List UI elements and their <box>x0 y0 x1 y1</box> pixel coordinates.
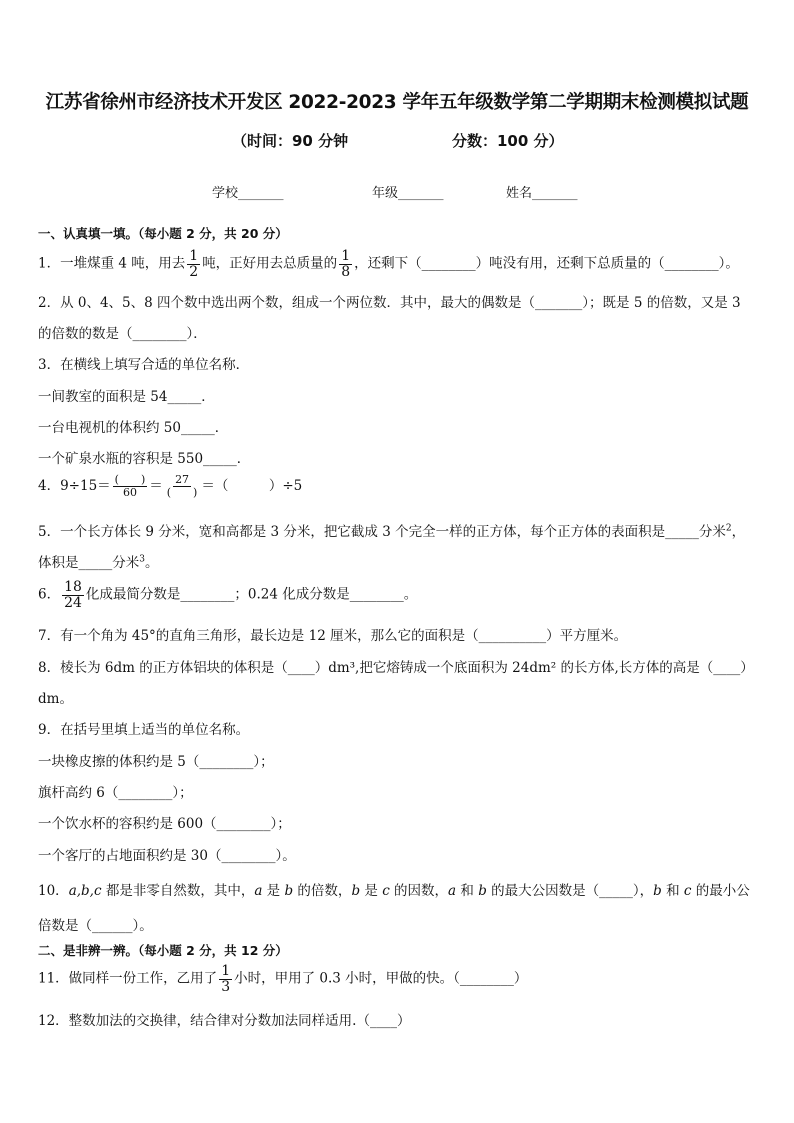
question-12: 12．整数加法的交换律，结合律对分数加法同样适用.（____） <box>38 1013 411 1029</box>
fraction-18-24 <box>62 580 84 610</box>
q10-text: 和 <box>661 883 684 899</box>
question-4 <box>38 474 302 499</box>
fraction-numerator: 1 <box>189 248 199 264</box>
question-3b: 一台电视机的体积约 50_____． <box>38 420 229 436</box>
variable: b <box>478 883 487 899</box>
q10-text: 的因数， <box>389 883 449 899</box>
fraction-blank-60 <box>113 474 148 498</box>
q5-text-b: 体积是_____分米 <box>38 555 140 571</box>
question-6 <box>38 580 417 610</box>
fraction-numerator: 1 <box>221 963 231 979</box>
q4-text-a: 4．9÷15＝ <box>38 478 111 494</box>
variable: b <box>284 883 294 899</box>
q10-text: 的最大公因数是（_____）， <box>486 883 654 899</box>
school-field: 学校_______ <box>212 186 284 201</box>
variable: a <box>254 883 263 899</box>
fraction-1-8 <box>339 249 352 279</box>
question-10-cont: 倍数是（______）。 <box>38 918 153 934</box>
q1-text-b: 吨，正好用去总质量的 <box>202 255 338 272</box>
q5-text-a: 5．一个长方体长 9 分米，宽和高都是 3 分米，把它截成 3 个完全一样的正方体，每个正方体的表面积是_____分米 <box>38 524 726 540</box>
q10-text: 的倍数， <box>293 883 352 899</box>
fraction-1-3 <box>219 964 232 994</box>
q5-text-a-end: ， <box>731 524 746 540</box>
question-10 <box>38 879 750 899</box>
variable: a,b,c <box>68 883 102 899</box>
question-3c: 一个矿泉水瓶的容积是 550_____． <box>38 451 251 467</box>
question-9d: 一个客厅的占地面积约是 30（________）。 <box>38 848 296 864</box>
equals-sign: ＝ <box>149 478 163 494</box>
question-9: 9．在括号里填上适当的单位名称。 <box>38 722 250 738</box>
question-9c: 一个饮水杯的容积约是 600（________）； <box>38 816 291 832</box>
variable: c <box>382 883 390 899</box>
q10-text: 都是非零自然数，其中， <box>101 883 255 899</box>
question-3: 3．在横线上填写合适的单位名称． <box>38 357 250 373</box>
q1-text-a: 1．一堆煤重 4 吨，用去 <box>38 255 186 272</box>
fraction-numerator: 18 <box>64 579 82 595</box>
q10-text: 10． <box>38 883 69 899</box>
fraction-denominator: ( ) <box>166 486 198 499</box>
q10-text: 和 <box>456 883 479 899</box>
variable: b <box>351 883 361 899</box>
variable: a <box>448 883 457 899</box>
fraction-denominator: 8 <box>341 263 351 280</box>
q6-text-b: 化成最简分数是________；0.24 化成分数是________。 <box>85 586 418 603</box>
fraction-denominator: 3 <box>221 978 231 995</box>
fraction-27-blank <box>165 474 200 498</box>
fraction-numerator: 1 <box>341 248 351 264</box>
fraction-denominator: 60 <box>122 486 137 499</box>
fraction-numerator: ( ) <box>114 473 146 487</box>
q6-text-a: 6． <box>38 586 61 603</box>
q10-text: 的最小公 <box>691 883 750 899</box>
q1-text-c: ，还剩下（________）吨没有用，还剩下总质量的（________）。 <box>354 255 739 272</box>
variable: b <box>653 883 662 899</box>
question-7: 7．有一个角为 45°的直角三角形，最长边是 12 厘米，那么它的面积是（__________）平方厘米。 <box>38 628 628 644</box>
exam-title: 江苏省徐州市经济技术开发区 2022-2023 学年五年级数学第二学期期末检测模拟试题 <box>45 92 749 113</box>
q10-text: 是 <box>262 883 285 899</box>
question-2-cont: 的倍数的数是（________）． <box>38 326 207 342</box>
q10-text: 是 <box>360 883 383 899</box>
grade-field: 年级_______ <box>372 186 444 201</box>
section-heading-1: 一、认真填一填。（每小题 2 分，共 20 分） <box>38 226 288 241</box>
exam-time: （时间：90 分钟 <box>232 132 349 150</box>
q4-text-b: ＝（ ）÷5 <box>201 478 303 494</box>
fraction-denominator: 24 <box>64 594 82 611</box>
question-9a: 一块橡皮擦的体积约是 5（________）； <box>38 754 274 770</box>
question-2: 2．从 0、4、5、8 四个数中选出两个数，组成一个两位数．其中，最大的偶数是（_______）；既是 5 的倍数，又是 3 <box>38 295 741 311</box>
q11-text-a: 11．做同样一份工作，乙用了 <box>38 970 218 987</box>
question-5-cont <box>38 551 158 571</box>
question-9b: 旗杆高约 6（________）； <box>38 785 193 801</box>
fraction-1-2 <box>187 249 200 279</box>
section-heading-2: 二、是非辨一辨。（每小题 2 分，共 12 分） <box>38 943 288 958</box>
q5-text-b-end: 。 <box>144 555 159 571</box>
fraction-denominator: 2 <box>189 263 199 280</box>
q5-sup-3: 3 <box>139 554 145 565</box>
question-3a: 一间教室的面积是 54_____． <box>38 389 215 405</box>
name-field: 姓名_______ <box>506 186 578 201</box>
question-8-cont: dm。 <box>38 691 73 707</box>
q11-text-b: 小时，甲用了 0.3 小时，甲做的快。（________） <box>234 970 528 987</box>
question-8: 8．棱长为 6dm 的正方体铝块的体积是（____）dm³,把它熔铸成一个底面积为 24dm² 的长方体,长方体的高是（____） <box>38 660 754 676</box>
question-1 <box>38 249 739 279</box>
question-5 <box>38 520 745 540</box>
exam-score: 分数：100 分） <box>452 132 564 150</box>
fraction-numerator: 27 <box>175 473 190 487</box>
question-11 <box>38 964 527 994</box>
variable: c <box>683 883 692 899</box>
q5-sup-2: 2 <box>725 523 732 534</box>
